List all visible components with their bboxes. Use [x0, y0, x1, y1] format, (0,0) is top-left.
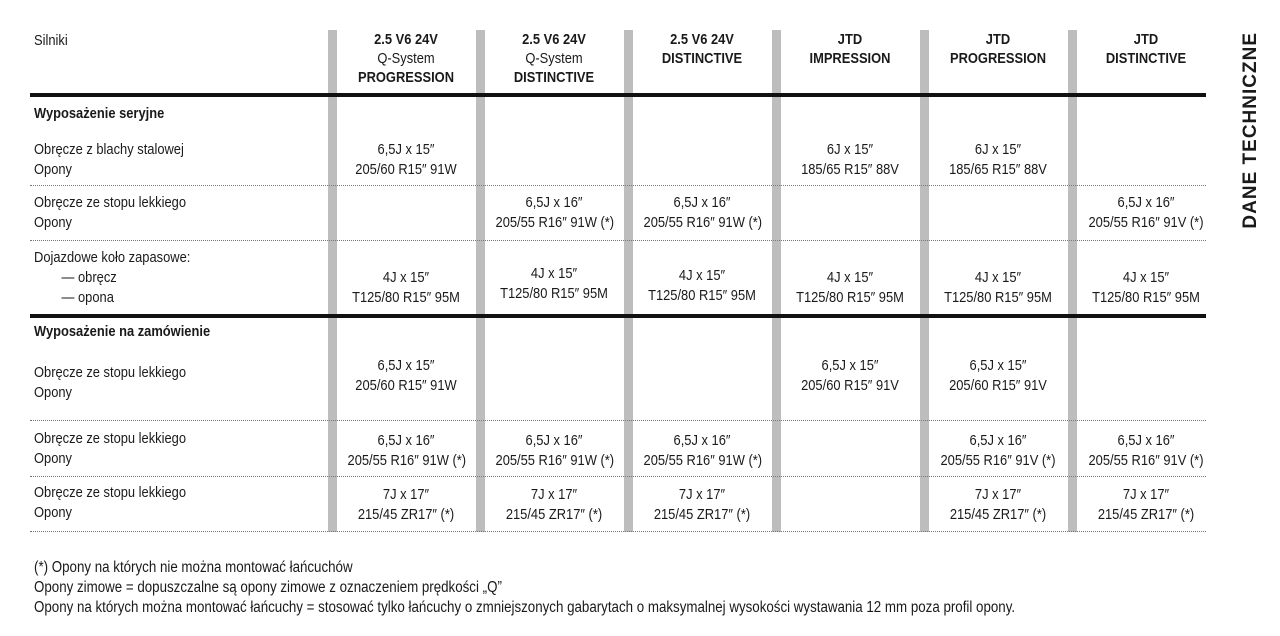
row-label: Obręcze ze stopu lekkiego Opony [34, 364, 187, 401]
row-label: Obręcze ze stopu lekkiego Opony [34, 194, 187, 231]
row-divider [30, 420, 1206, 421]
table-cell: 6J x 15″ 185/65 R15″ 88V [949, 141, 1047, 178]
table-cell: 6J x 15″ 185/65 R15″ 88V [801, 141, 899, 178]
header-rule [30, 93, 1206, 97]
table-cell: 6,5J x 16″ 205/55 R16″ 91V (*) [1088, 432, 1204, 469]
side-section-tab [1236, 32, 1276, 237]
table-cell: 6,5J x 16″ 205/55 R16″ 91W (*) [643, 194, 763, 231]
table-cell: 7J x 17″ 215/45 ZR17″ (*) [1097, 486, 1195, 523]
row-label: Dojazdowe koło zapasowe: — obręcz — opona [34, 249, 191, 306]
column-header: JTD IMPRESSION [809, 31, 891, 67]
table-cell: 7J x 17″ 215/45 ZR17″ (*) [653, 486, 751, 523]
footnote: Opony zimowe = dopuszczalne są opony zimowe z oznaczeniem prędkości „Q” [34, 579, 502, 596]
column-separator [1068, 30, 1077, 532]
column-separator [328, 30, 337, 532]
column-header: JTD DISTINCTIVE [1105, 31, 1187, 67]
row-divider [30, 531, 1206, 532]
specs-table [30, 0, 1206, 540]
table-cell: 4J x 15″ T125/80 R15″ 95M [648, 267, 756, 304]
section-rule [30, 314, 1206, 318]
row-divider [30, 240, 1206, 241]
table-cell: 4J x 15″ T125/80 R15″ 95M [352, 269, 460, 306]
table-cell: 6,5J x 16″ 205/55 R16″ 91W (*) [347, 432, 467, 469]
table-cell: 6,5J x 16″ 205/55 R16″ 91W (*) [495, 432, 615, 469]
engines-label: Silniki [34, 32, 68, 49]
table-cell: 4J x 15″ T125/80 R15″ 95M [500, 265, 608, 302]
section-title-standard: Wyposażenie seryjne [34, 105, 165, 122]
table-cell: 6,5J x 16″ 205/55 R16″ 91V (*) [940, 432, 1056, 469]
table-cell: 7J x 17″ 215/45 ZR17″ (*) [357, 486, 455, 523]
table-cell: 4J x 15″ T125/80 R15″ 95M [1092, 269, 1200, 306]
table-cell: 6,5J x 16″ 205/55 R16″ 91V (*) [1088, 194, 1204, 231]
table-cell: 7J x 17″ 215/45 ZR17″ (*) [949, 486, 1047, 523]
side-title: DANE TECHNICZNE [1240, 32, 1261, 229]
table-cell: 6,5J x 15″ 205/60 R15″ 91V [949, 357, 1047, 394]
table-cell: 4J x 15″ T125/80 R15″ 95M [796, 269, 904, 306]
column-separator [920, 30, 929, 532]
section-title-optional: Wyposażenie na zamówienie [34, 323, 211, 340]
table-cell: 4J x 15″ T125/80 R15″ 95M [944, 269, 1052, 306]
column-header: 2.5 V6 24V Q-System PROGRESSION [357, 31, 455, 86]
row-label: Obręcze ze stopu lekkiego Opony [34, 484, 187, 521]
row-divider [30, 185, 1206, 186]
table-cell: 6,5J x 15″ 205/60 R15″ 91W [355, 357, 457, 394]
footnote: Opony na których można montować łańcuchy = stosować tylko łańcuchy o zmniejszonych gabarytach o maksymalnej wysokości wystawania 12 mm poza profil opony. [34, 599, 1016, 616]
column-separator [772, 30, 781, 532]
column-separator [624, 30, 633, 532]
row-divider [30, 476, 1206, 477]
column-header: JTD PROGRESSION [949, 31, 1047, 67]
table-cell: 6,5J x 15″ 205/60 R15″ 91W [355, 141, 457, 178]
column-separator [476, 30, 485, 532]
row-label: Obręcze ze stopu lekkiego Opony [34, 430, 187, 467]
table-cell: 6,5J x 16″ 205/55 R16″ 91W (*) [495, 194, 615, 231]
column-header: 2.5 V6 24V DISTINCTIVE [661, 31, 743, 67]
table-cell: 6,5J x 16″ 205/55 R16″ 91W (*) [643, 432, 763, 469]
column-header: 2.5 V6 24V Q-System DISTINCTIVE [513, 31, 595, 86]
row-label: Obręcze z blachy stalowej Opony [34, 141, 184, 178]
table-cell: 6,5J x 15″ 205/60 R15″ 91V [801, 357, 899, 394]
table-cell: 7J x 17″ 215/45 ZR17″ (*) [505, 486, 603, 523]
footnote: (*) Opony na których nie można montować łańcuchów [34, 559, 353, 576]
